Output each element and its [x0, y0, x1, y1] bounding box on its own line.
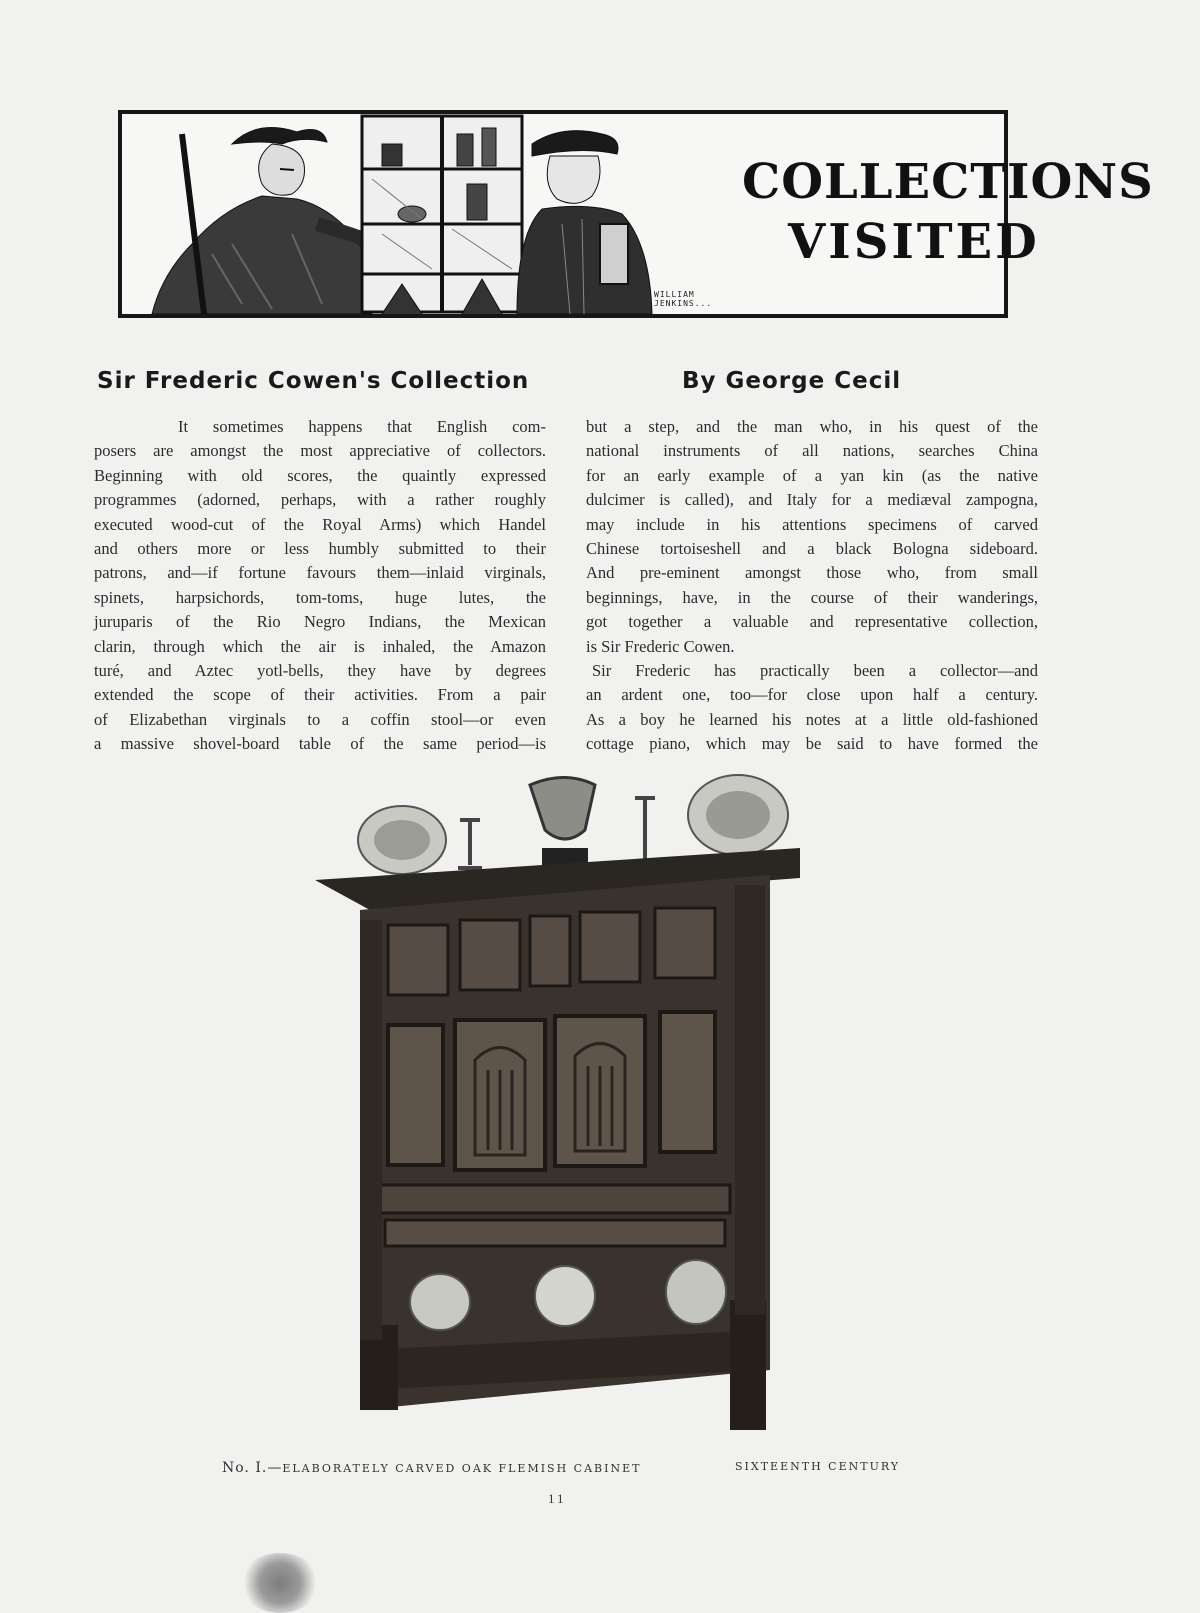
header-banner	[118, 110, 1154, 318]
banner-title-line2: VISITED	[788, 214, 1040, 270]
caption-number: No. I.—	[222, 1460, 283, 1476]
figure-caption	[222, 1460, 641, 1476]
text-line: national instruments of all nations, searches China	[586, 441, 1038, 461]
text-line: turé, and Aztec yotl-bells, they have by degrees	[94, 660, 546, 680]
text-line: and others more or less humbly submitted to their	[94, 538, 546, 558]
text-line: Chinese tortoiseshell and a black Bologna sideboard.	[586, 538, 1038, 558]
artist-signature	[654, 290, 744, 308]
text-line: And pre-eminent amongst those who, from small	[586, 563, 1038, 583]
artist-signature-line2: JENKINS...	[654, 299, 713, 308]
text-line: an ardent one, too—for close upon half a century.	[586, 685, 1038, 705]
text-line: Beginning with old scores, the quaintly expressed	[94, 465, 546, 485]
text-line: spinets, harpsichords, tom-toms, huge lutes, the	[94, 587, 546, 607]
page-number: 11	[548, 1491, 567, 1506]
right-text-column	[586, 415, 1038, 756]
text-line: posers are amongst the most appreciative of collectors.	[94, 441, 546, 461]
text-line: cottage piano, which may be said to have formed the	[586, 734, 1038, 754]
text-line: executed wood-cut of the Royal Arms) which Handel	[94, 514, 546, 534]
text-line: for an early example of a yan kin (as the native	[586, 465, 1038, 485]
text-line: may include in his attentions specimens of carved	[586, 514, 1038, 534]
text-line: is Sir Frederic Cowen.	[586, 636, 735, 656]
banner-illustration	[122, 114, 742, 314]
text-line: dulcimer is called), and Italy for a mediæval zampogna,	[586, 490, 1038, 510]
caption-title: ELABORATELY CARVED OAK FLEMISH CABINET	[282, 1462, 642, 1475]
caption-period: SIXTEENTH CENTURY	[735, 1460, 901, 1473]
display-cabinet	[362, 116, 522, 314]
text-line: juruparis of the Rio Negro Indians, the Mexican	[94, 612, 546, 632]
text-line: beginnings, have, in the course of their wanderings,	[586, 587, 1038, 607]
text-line: programmes (adorned, perhaps, with a rather roughly	[94, 490, 546, 510]
text-line: As a boy he learned his notes at a little old-fashioned	[586, 709, 1038, 729]
text-line: Sir Frederic has practically been a collector—and	[592, 660, 1038, 680]
text-line: of Elizabethan virginals to a coffin stool—or even	[94, 709, 546, 729]
text-line: patrons, and—if fortune favours them—inlaid virginals,	[94, 563, 546, 583]
text-line: but a step, and the man who, in his quest of the	[586, 417, 1038, 436]
article-byline: By George Cecil	[682, 368, 902, 394]
left-text-column	[94, 415, 546, 756]
text-line: got together a valuable and representative collection,	[586, 612, 1038, 632]
artist-signature-line1: WILLIAM	[654, 290, 695, 299]
text-line: extended the scope of their activities. From a pair	[94, 685, 546, 705]
banner-title-line1: COLLECTIONS	[742, 154, 1154, 210]
text-line: a massive shovel-board table of the same period—is	[94, 734, 546, 754]
banner-title	[742, 152, 1154, 272]
text-line: clarin, through which the air is inhaled, the Amazon	[94, 636, 546, 656]
cabinet-photograph	[310, 770, 820, 1440]
young-man-figure	[517, 131, 652, 314]
collector-figure	[152, 128, 397, 314]
text-line: It sometimes happens that English com-	[178, 417, 546, 436]
page-smudge	[240, 1553, 320, 1613]
article-title: Sir Frederic Cowen's Collection	[97, 368, 530, 394]
